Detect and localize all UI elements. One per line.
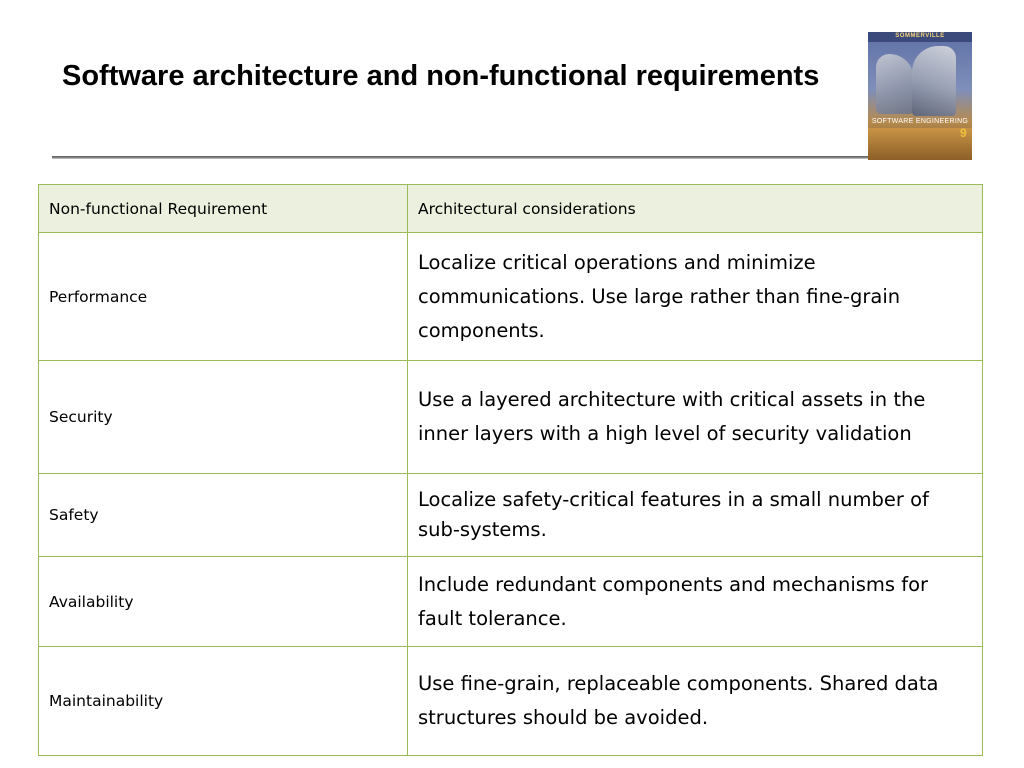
- book-cover-author: SOMMERVILLE: [895, 33, 945, 39]
- requirement-cell: Maintainability: [39, 647, 408, 756]
- table-row: [39, 474, 983, 557]
- requirement-cell: Availability: [39, 557, 408, 647]
- table-row: [39, 233, 983, 361]
- slide-title: Software architecture and non-functional requirements: [62, 60, 820, 92]
- book-cover-title: SOFTWARE ENGINEERING: [871, 118, 969, 125]
- table-header-row: [39, 185, 983, 233]
- book-cover-image: [868, 32, 972, 160]
- book-cover-ground: [868, 128, 972, 160]
- header-nonfunctional-requirement: Non-functional Requirement: [39, 185, 408, 233]
- table-row: [39, 557, 983, 647]
- book-cover-building-right: [912, 46, 956, 116]
- requirement-cell: Safety: [39, 474, 408, 557]
- consideration-cell: Localize critical operations and minimize communications. Use large rather than fine-grain components.: [408, 233, 983, 361]
- consideration-cell: Use fine-grain, replaceable components. Shared data structures should be avoided.: [408, 647, 983, 756]
- consideration-cell: Localize safety-critical features in a small number of sub-systems.: [408, 474, 983, 557]
- requirement-cell: Security: [39, 361, 408, 474]
- requirement-cell: Performance: [39, 233, 408, 361]
- consideration-cell: Use a layered architecture with critical assets in the inner layers with a high level of security validation: [408, 361, 983, 474]
- header-architectural-considerations: Architectural considerations: [408, 185, 983, 233]
- table-row: [39, 647, 983, 756]
- requirements-table: [38, 184, 983, 756]
- table-row: [39, 361, 983, 474]
- book-cover-edition: 9: [960, 126, 967, 140]
- title-underline: [52, 156, 870, 159]
- book-cover-building-left: [876, 54, 914, 114]
- consideration-cell: Include redundant components and mechanisms for fault tolerance.: [408, 557, 983, 647]
